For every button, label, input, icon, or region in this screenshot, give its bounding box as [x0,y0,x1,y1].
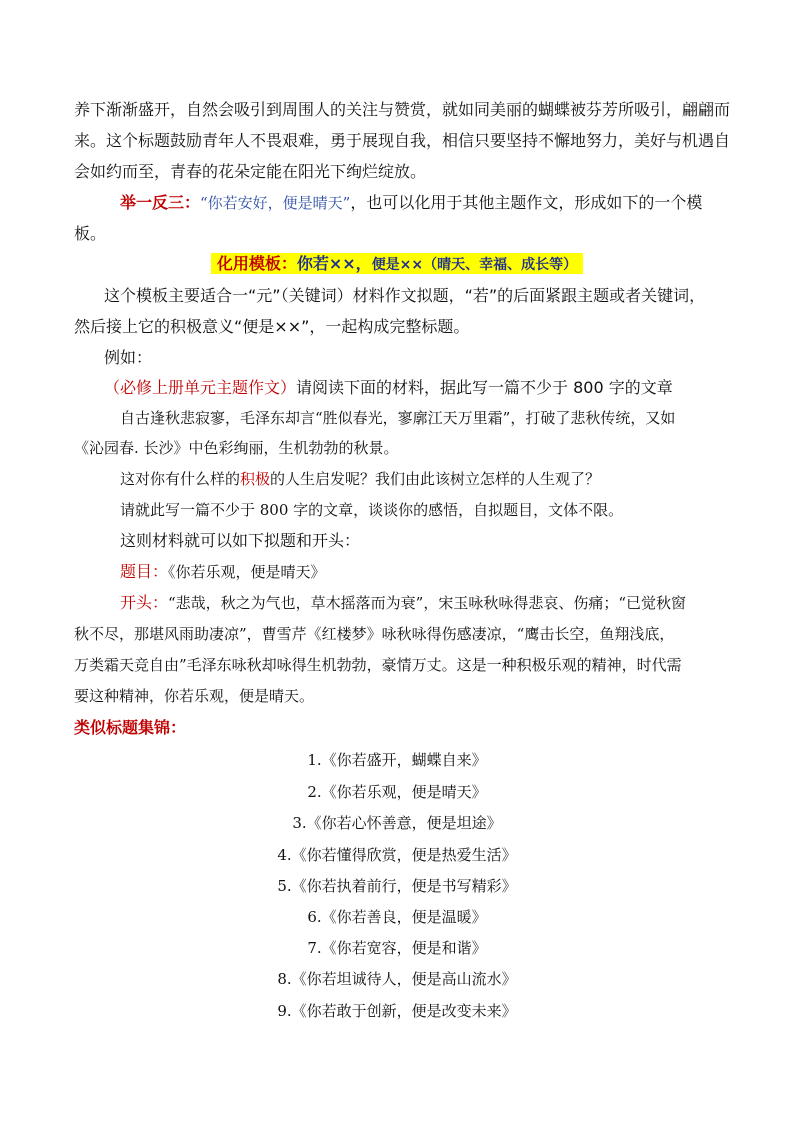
template-label: 化用模板： [216,254,297,273]
explain-line-1: 这个模板主要适合一“元”（关键词）材料作文拟题，“若”的后面紧跟主题或者关键词， [104,286,706,305]
extend-line-2: 板。 [74,224,107,243]
material-line-3-c: 的人生启发呢？我们由此该树立怎样的人生观了？ [270,470,601,488]
title-item-2: 2.《你若乐观，便是晴天》 [307,783,487,801]
opening-line-3: 万类霜天竞自由”毛泽东咏秋却咏得生机勃勃，豪情万丈。这是一种积极乐观的精神，时代需 [74,656,682,674]
task-tag: （必修上册单元主题作文） [104,378,297,397]
template-body: 你若××， [296,254,372,273]
title-item-7: 7.《你若宽容，便是和谐》 [307,939,487,957]
material-line-3 [120,469,600,489]
template-tail: 便是××（晴天、幸福、成长等） [371,257,578,273]
collection-heading: 类似标题集锦： [74,718,187,737]
example-label: 例如： [104,348,153,367]
extend-rest: ，也可以化用于其他主题作文，形成如下的一个模 [350,193,703,212]
explain-line-2: 然后接上它的积极意义“便是××”，一起构成完整标题。 [74,317,470,336]
title-item-4: 4.《你若懂得欣赏，便是热爱生活》 [277,846,517,864]
material-positive: 积极 [240,470,271,488]
title-item-1: 1.《你若盛开，蝴蝶自来》 [307,751,487,769]
extend-label: 举一反三： [120,193,201,212]
proposal-line: 这则材料就可以如下拟题和开头： [120,531,361,550]
material-line-4: 请就此写一篇不少于 800 字的文章，谈谈你的感悟，自拟题目，文体不限。 [120,501,624,519]
extend-line-1 [120,193,702,213]
title-item-5: 5.《你若执着前行，便是书写精彩》 [277,877,517,895]
material-line-2: 《沁园春. 长沙》中色彩绚丽，生机勃勃的秋景。 [74,439,399,457]
title-text: 《你若乐观，便是晴天》 [168,563,326,581]
task-text: 请阅读下面的材料，据此写一篇不少于 800 字的文章 [296,378,673,397]
material-line-3-a: 这对你有什么样的 [120,470,241,488]
title-item-3: 3.《你若心怀善意，便是坦途》 [292,814,502,832]
title-item-9: 9.《你若敢于创新，便是改变未来》 [277,1002,517,1020]
title-line [120,562,326,582]
intro-line-3: 会如约而至，青春的花朵定能在阳光下绚烂绽放。 [74,162,427,181]
extend-quote: “你若安好，便是晴天” [200,194,351,212]
opening-label: 开头： [120,593,169,612]
opening-line-2: 秋不尽，那堪风雨助凄凉”，曹雪芹《红楼梦》咏秋咏得伤感凄凉，“鹰击长空，鱼翔浅底， [74,625,675,643]
material-line-1: 自古逢秋悲寂寥，毛泽东却言“胜似春光，寥廓江天万里霜”，打破了悲秋传统，又如 [120,409,676,427]
intro-line-1: 养下渐渐盛开，自然会吸引到周围人的关注与赞赏，就如同美丽的蝴蝶被芬芳所吸引，翩翩而 [74,100,731,119]
template-highlight [211,253,583,274]
opening-text-1: “悲哉，秋之为气也，草木摇落而为衰”，宋玉咏秋咏得悲哀、伤痛；“已觉秋窗 [168,594,687,612]
intro-line-2: 来。这个标题鼓励青年人不畏艰难，勇于展现自我，相信只要坚持不懈地努力，美好与机遇自 [74,131,731,150]
task-line [104,378,673,398]
opening-line-4: 要这种精神，你若乐观，便是晴天。 [74,687,315,705]
opening-line-1 [120,593,686,613]
title-item-8: 8.《你若坦诚待人，便是高山流水》 [277,970,517,988]
title-label: 题目： [120,562,169,581]
title-item-6: 6.《你若善良，便是温暖》 [307,908,487,926]
template-line [0,254,794,275]
